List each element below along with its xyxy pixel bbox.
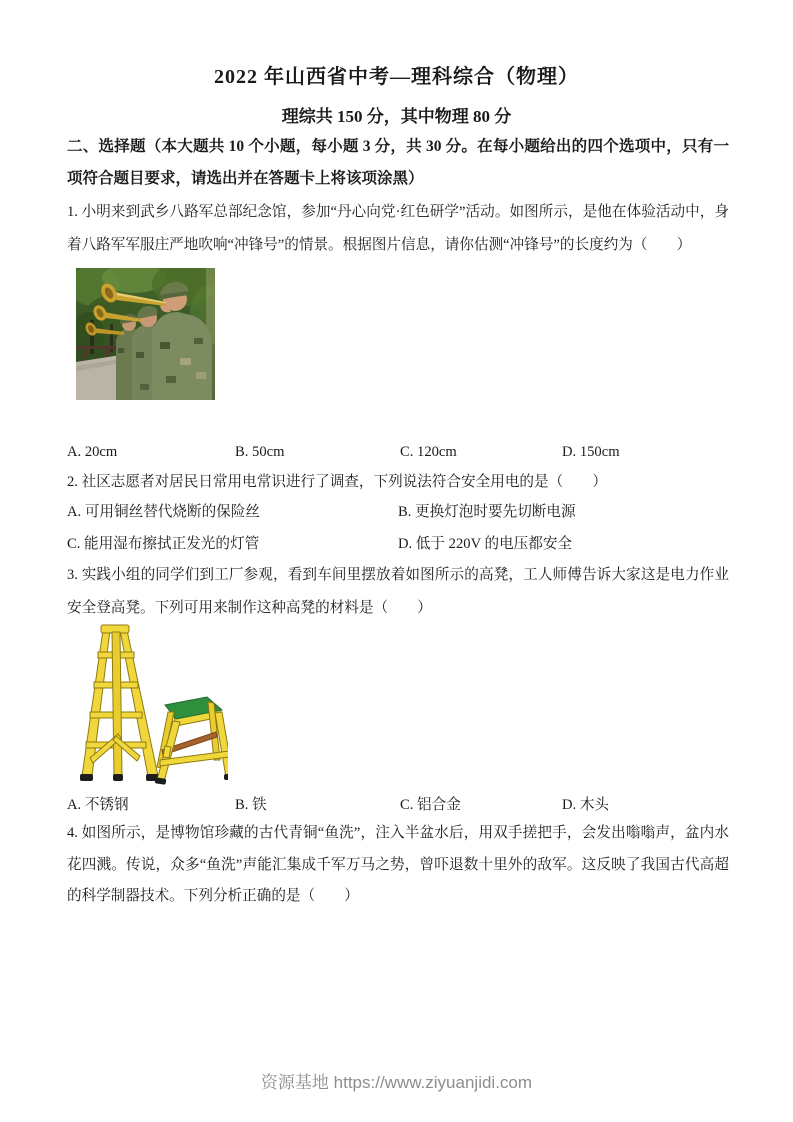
safety-stool-illustration xyxy=(70,618,228,790)
tall-ladder xyxy=(82,625,158,776)
q2-option-c: C. 能用湿布擦拭正发光的灯管 xyxy=(67,536,260,552)
question-2-options-row2 xyxy=(67,535,747,555)
step-stool xyxy=(157,697,228,782)
section-heading: 二、选择题（本大题共 10 个小题，每小题 3 分，共 30 分。在每小题给出的四个选项中，只有一项符合题目要求，请选出并在答题卡上将该项涂黑） xyxy=(67,138,729,187)
question-4-text: 4. 如图所示，是博物馆珍藏的古代青铜“鱼洗”，注入半盆水后，用双手搓把手，会发出嗡嗡声，盆内水花四溅。传说，众多“鱼洗”声能汇集成千军万马之势，曾吓退数十里外的敌军。这反映了我国古代高超的科学制器技术。下列分析正确的是（ ） xyxy=(67,825,729,904)
bugle-photo xyxy=(76,268,215,400)
question-1-text: 1. 小明来到武乡八路军总部纪念馆，参加“丹心向党·红色研学”活动。如图所示，是他在体验活动中，身着八路军军服庄严地吹响“冲锋号”的情景。根据图片信息，请你估测“冲锋号”的长度约为（ ） xyxy=(67,204,729,253)
q1-option-c: C. 120cm xyxy=(400,444,457,460)
q3-option-b: B. 铁 xyxy=(235,797,267,813)
q1-option-a: A. 20cm xyxy=(67,444,118,460)
q1-option-b: B. 50cm xyxy=(235,444,285,460)
bugle-photo-illustration xyxy=(76,268,215,400)
q3-option-d: D. 木头 xyxy=(562,797,610,813)
page-title: 2022 年山西省中考—理科综合（物理） xyxy=(214,66,579,88)
q3-option-c: C. 铝合金 xyxy=(400,797,461,813)
q2-option-d: D. 低于 220V 的电压都安全 xyxy=(398,536,573,552)
q3-option-a: A. 不锈钢 xyxy=(67,797,129,813)
question-3-options xyxy=(67,796,747,816)
q2-option-b: B. 更换灯泡时要先切断电源 xyxy=(398,504,576,520)
q2-option-a: A. 可用铜丝替代烧断的保险丝 xyxy=(67,504,260,520)
question-1-options xyxy=(67,443,747,463)
stool-ladder-drawing xyxy=(70,618,228,790)
q1-option-d: D. 150cm xyxy=(562,444,620,460)
page-subtitle: 理综共 150 分，其中物理 80 分 xyxy=(281,107,512,126)
question-2-options-row1 xyxy=(67,503,747,523)
question-3-text: 3. 实践小组的同学们到工厂参观，看到车间里摆放着如图所示的高凳，工人师傅告诉大家这是电力作业安全登高凳。下列可用来制作这种高凳的材料是（ ） xyxy=(67,567,729,616)
footer-watermark: 资源基地 https://www.ziyuanjidi.com xyxy=(260,1073,533,1092)
tall-ladder-feet xyxy=(80,774,159,781)
question-2-text: 2. 社区志愿者对居民日常用电常识进行了调查，下列说法符合安全用电的是（ ） xyxy=(67,474,607,490)
